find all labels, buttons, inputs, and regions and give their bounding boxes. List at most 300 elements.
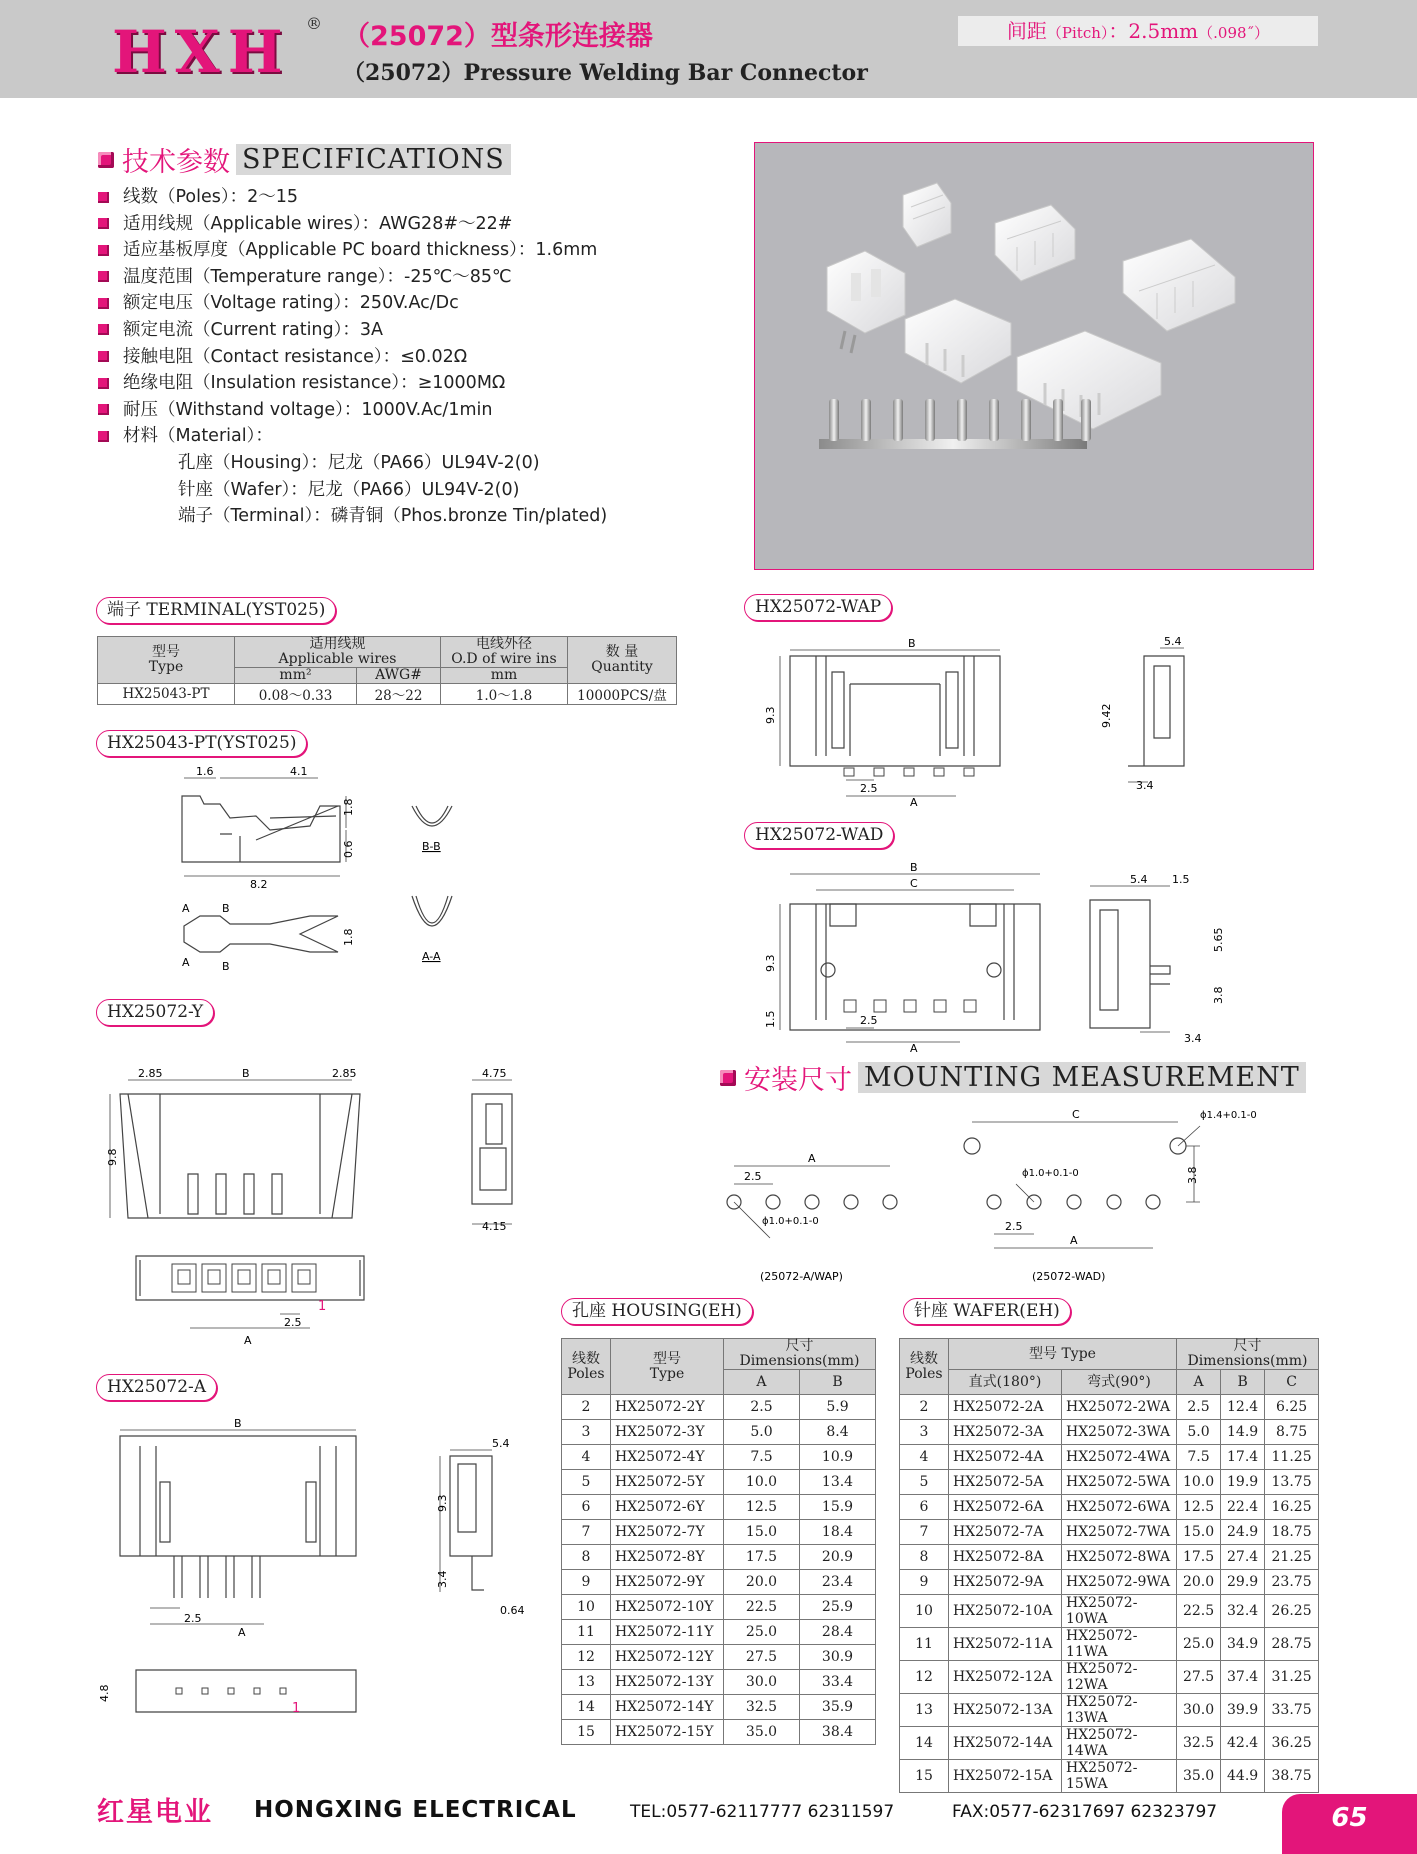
terminal-top-outline [184,916,338,952]
table-cell: 11.25 [1265,1445,1319,1470]
table-row [900,1445,1319,1470]
table-cell: 2 [900,1395,949,1420]
header-od: 电线外径 O.D of wire ins [441,637,568,668]
section-bb-shape [412,806,452,826]
table-cell: HX25072-14Y [611,1695,724,1720]
pin-one-mark: 1 [292,1701,301,1716]
table-cell: 28.75 [1265,1628,1319,1661]
table-cell: HX25072-9Y [611,1570,724,1595]
table-cell: 7 [562,1520,611,1545]
table-cell: HX25072-10Y [611,1595,724,1620]
table-cell: HX25072-4Y [611,1445,724,1470]
table-cell: 4 [562,1445,611,1470]
dim-3-8: 3.8 [1186,1166,1199,1184]
table-cell: 14 [900,1727,949,1760]
dim-2-5: 2.5 [184,1612,202,1625]
table-cell: 5 [562,1470,611,1495]
table-row [900,1628,1319,1661]
mark-a-top: A [182,902,190,915]
table-cell: 12 [900,1661,949,1694]
dim-a: A [244,1334,252,1347]
housing-label: 孔座 HOUSING(EH) [561,1298,753,1325]
table-cell: 5.0 [1177,1420,1221,1445]
registered-mark: ® [306,14,322,33]
table-cell: 8.4 [799,1420,875,1445]
dim-2-85-left: 2.85 [138,1067,163,1080]
table-cell: 14.9 [1221,1420,1265,1445]
table-cell: 44.9 [1221,1760,1265,1793]
table-cell: HX25072-12A [949,1661,1062,1694]
table-cell: 13 [562,1670,611,1695]
table-row [562,1545,876,1570]
table-cell: 30.9 [799,1645,875,1670]
wap-front [790,656,1000,766]
dim-2-5-right: 2.5 [1005,1220,1023,1233]
table-cell: HX25072-12Y [611,1645,724,1670]
table-cell: HX25072-8A [949,1545,1062,1570]
pt-label: HX25043-PT(YST025) [96,730,307,757]
section-bb-label: B-B [422,840,441,853]
table-cell: 13.75 [1265,1470,1319,1495]
dim-2-5: 2.5 [284,1316,302,1329]
table-cell: HX25072-15Y [611,1720,724,1745]
dim-4-1: 4.1 [290,765,308,778]
specifications-list [98,184,607,530]
dim-5-4: 5.4 [1130,873,1148,886]
table-row [562,1670,876,1695]
dim-4-8: 4.8 [98,1684,111,1702]
terminal-side-outline [182,796,340,862]
dim-1-8-side: 1.8 [342,798,355,816]
table-cell: HX25072-7WA [1062,1520,1177,1545]
dim-a-right: A [1070,1234,1078,1247]
mounting-heading-cn: 安装尺寸 [744,1065,852,1096]
table-cell: 38.4 [799,1720,875,1745]
table-cell: 5.0 [724,1420,800,1445]
housing-y-drawing [100,1064,540,1354]
header-type: 型号 Type [949,1339,1177,1370]
table-cell: 42.4 [1221,1727,1265,1760]
table-cell: 2.5 [724,1395,800,1420]
table-cell: HX25072-9WA [1062,1570,1177,1595]
dim-a: A [910,1042,918,1055]
table-row [900,1470,1319,1495]
spec-item: 绝缘电阻（Insulation resistance）：≥1000MΩ [98,370,607,397]
table-cell: 30.0 [1177,1694,1221,1727]
table-cell: 12 [562,1645,611,1670]
table-cell: 4 [900,1445,949,1470]
table-cell: 35.0 [724,1720,800,1745]
table-row [562,1495,876,1520]
wad-top-tabs [830,904,996,926]
specifications-heading-cn: 技术参数 [122,147,230,178]
table-cell: 7.5 [724,1445,800,1470]
housing-medium-shape [995,205,1075,281]
table-row [900,1727,1319,1760]
dim-3-8: 3.8 [1212,986,1225,1004]
table-cell: 21.25 [1265,1545,1319,1570]
housing-y-front [120,1094,360,1218]
table-cell: 6.25 [1265,1395,1319,1420]
table-cell: 8 [900,1545,949,1570]
material-item: 孔座（Housing）：尼龙（PA66）UL94V-2(0) [178,452,540,473]
pin-one-mark: 1 [318,1299,327,1314]
table-cell: 15.0 [1177,1520,1221,1545]
table-cell: 38.75 [1265,1760,1319,1793]
table-cell: HX25072-5A [949,1470,1062,1495]
spec-item: 额定电流（Current rating）：3A [98,317,607,344]
wafer-a-windows [160,1482,316,1542]
table-cell: 10.0 [1177,1470,1221,1495]
housing-table [561,1338,876,1745]
table-cell: 25.0 [724,1620,800,1645]
table-cell: 6 [900,1495,949,1520]
wap-side [1128,656,1184,766]
dim-b: B [910,861,918,874]
table-cell: 27.5 [724,1645,800,1670]
dim-9-8: 9.8 [106,1148,119,1166]
table-row [562,1595,876,1620]
header-wires: 适用线规 Applicable wires [235,637,441,668]
table-cell: HX25072-7Y [611,1520,724,1545]
table-cell: 11 [562,1620,611,1645]
header-right-angle: 弯式(90°) [1062,1370,1177,1395]
table-cell: HX25072-15A [949,1760,1062,1793]
table-cell: 23.4 [799,1570,875,1595]
table-cell: 29.9 [1221,1570,1265,1595]
table-row [562,1720,876,1745]
dim-b: B [234,1417,242,1430]
pitch-label: 间距 [1006,19,1047,43]
spec-item: 额定电压（Voltage rating）：250V.Ac/Dc [98,290,607,317]
header-dimensions: 尺寸Dimensions(mm) [724,1339,876,1370]
dim-8-2: 8.2 [250,878,268,891]
table-cell: 12.5 [724,1495,800,1520]
pitch-label-en: （Pitch） [1046,24,1109,42]
spec-item: 温度范围（Temperature range）：-25℃～85℃ [98,264,607,291]
table-cell: 11 [900,1628,949,1661]
mount-caption-right: (25072-WAD) [1032,1270,1106,1283]
wafer-a-pin-dots [176,1688,286,1694]
spec-item: 接触电阻（Contact resistance）：≤0.02Ω [98,344,607,371]
a-label: HX25072-A [96,1374,217,1401]
header-a: A [724,1370,800,1395]
header-poles: 线数 Poles [900,1339,949,1395]
dim-4-75: 4.75 [482,1067,507,1080]
header-awg: AWG# [357,668,441,684]
table-cell: 10 [900,1595,949,1628]
material-item: 端子（Terminal）：磷青铜（Phos.bronze Tin/plated) [178,506,608,527]
table-cell: HX25072-4WA [1062,1445,1177,1470]
wafer-a-bottom [136,1670,356,1712]
wafer-a-side [450,1456,492,1590]
mounting-heading-en: MOUNTING MEASUREMENT [858,1062,1306,1093]
table-cell: HX25072-11Y [611,1620,724,1645]
table-cell: HX25072-8WA [1062,1545,1177,1570]
table-row [900,1570,1319,1595]
wafer-a-pins [174,1556,260,1598]
dim-9-3: 9.3 [764,954,777,972]
table-cell: 12.4 [1221,1395,1265,1420]
table-cell: 32.4 [1221,1595,1265,1628]
table-cell: 24.9 [1221,1520,1265,1545]
mark-b-bottom: B [222,960,230,973]
table-row [900,1520,1319,1545]
table-cell: 18.4 [799,1520,875,1545]
table-cell: HX25072-5Y [611,1470,724,1495]
table-cell: HX25072-6WA [1062,1495,1177,1520]
spec-item: 线数（Poles）：2～15 [98,184,607,211]
section-aa-shape [412,896,452,926]
table-cell: HX25072-3Y [611,1420,724,1445]
table-cell: HX25072-2WA [1062,1395,1177,1420]
table-cell: HX25072-11A [949,1628,1062,1661]
dim-b: B [242,1067,250,1080]
spec-item: 材料（Material）： [98,423,607,450]
table-cell: 22.5 [724,1595,800,1620]
table-cell: 10.0 [724,1470,800,1495]
table-cell: 15 [900,1760,949,1793]
dim-c: C [910,877,918,890]
table-cell: 32.5 [724,1695,800,1720]
bullet-icon [98,271,109,282]
dim-5-65: 5.65 [1212,927,1225,952]
page-title-cn: （25072）型条形连接器 [343,21,653,52]
table-cell: 32.5 [1177,1727,1221,1760]
table-row [900,1760,1319,1793]
wafer-wad-drawing [760,856,1250,1055]
table-cell: 37.4 [1221,1661,1265,1694]
table-cell: 3 [900,1420,949,1445]
mark-b-top: B [222,902,230,915]
table-cell: 18.75 [1265,1520,1319,1545]
header-a: A [1177,1370,1221,1395]
material-item: 针座（Wafer）：尼龙（PA66）UL94V-2(0) [178,479,520,500]
table-row [900,1420,1319,1445]
table-cell: 17.5 [1177,1545,1221,1570]
wafer-label: 针座 WAFER(EH) [903,1298,1071,1325]
footer-company-en: HONGXING ELECTRICAL [254,1797,577,1823]
table-cell: 9 [900,1570,949,1595]
table-cell: 30.0 [724,1670,800,1695]
table-cell: HX25072-3A [949,1420,1062,1445]
table-cell: 27.4 [1221,1545,1265,1570]
table-cell: 6 [562,1495,611,1520]
table-row [562,1620,876,1645]
table-cell: 36.25 [1265,1727,1319,1760]
table-cell: HX25072-4A [949,1445,1062,1470]
table-cell: 31.25 [1265,1661,1319,1694]
footer-fax: FAX:0577-62317697 62323797 [952,1802,1218,1822]
table-cell: 9 [562,1570,611,1595]
dim-4-15: 4.15 [482,1220,507,1233]
header-c: C [1265,1370,1319,1395]
bullet-icon [98,378,109,389]
pitch-sep: ： [1108,19,1129,43]
wap-pins [844,768,974,776]
product-photo [754,142,1314,570]
table-cell: 17.5 [724,1545,800,1570]
wafer-wap-drawing [760,628,1250,808]
table-row [900,1595,1319,1628]
table-cell: 22.4 [1221,1495,1265,1520]
dim-c: C [1072,1108,1080,1121]
table-cell: 2.5 [1177,1395,1221,1420]
table-cell: 19.9 [1221,1470,1265,1495]
table-cell: 25.9 [799,1595,875,1620]
dim-5-4: 5.4 [1164,635,1182,648]
bullet-icon [98,351,109,362]
spec-item: 适用线规（Applicable wires）：AWG28#～22# [98,211,607,238]
header-mm2: mm² [235,668,357,684]
dim-3-4: 3.4 [436,1570,449,1588]
brand-logo: HXH [112,18,291,86]
table-cell: 20.0 [1177,1570,1221,1595]
table-cell: HX25072-13A [949,1694,1062,1727]
mark-a-bottom: A [182,956,190,969]
table-cell: 28.4 [799,1620,875,1645]
table-row [900,1395,1319,1420]
mounting-drawing [700,1100,1260,1290]
table-cell: 20.9 [799,1545,875,1570]
dim-9-42: 9.42 [1100,703,1113,728]
bullet-icon [98,324,109,335]
wafer-a-front [120,1436,356,1556]
table-row [900,1545,1319,1570]
housing-large-shape [1123,239,1235,331]
table-cell: 15 [562,1720,611,1745]
header-straight: 直式(180°) [949,1370,1062,1395]
bullet-icon [98,192,109,203]
dim-5-4: 5.4 [492,1437,510,1450]
table-cell: 13 [900,1694,949,1727]
dim-1-5-left: 1.5 [764,1010,777,1028]
table-cell: 7.5 [1177,1445,1221,1470]
table-cell: 10.9 [799,1445,875,1470]
table-cell: 3 [562,1420,611,1445]
wafer-table [899,1338,1319,1793]
dim-phi-1-0-left: ϕ1.0+0.1-0 [762,1216,819,1227]
bullet-icon [98,245,109,256]
table-row [562,1645,876,1670]
spec-item: 耐压（Withstand voltage）：1000V.Ac/1min [98,397,607,424]
table-cell: HX25072-10A [949,1595,1062,1628]
table-row [900,1661,1319,1694]
footer-telephone: TEL:0577-62117777 62311597 [630,1802,895,1822]
pitch-value: 2.5mm [1128,19,1199,43]
mount-caption-left: (25072-A/WAP) [760,1270,843,1283]
pitch-inch: （.098˝） [1198,24,1270,42]
table-row [900,1495,1319,1520]
table-cell: 25.0 [1177,1628,1221,1661]
dim-a: A [910,796,918,809]
table-cell: HX25072-7A [949,1520,1062,1545]
table-cell: HX25072-8Y [611,1545,724,1570]
page-title-en: （25072）Pressure Welding Bar Connector [343,60,868,86]
table-row [562,1470,876,1495]
terminal-label: 端子 TERMINAL(YST025) [96,597,336,624]
mounting-heading [720,1058,1306,1097]
table-cell: HX25072-14WA [1062,1727,1177,1760]
table-cell: HX25072-5WA [1062,1470,1177,1495]
dim-2-85-right: 2.85 [332,1067,357,1080]
dim-3-4: 3.4 [1136,779,1154,792]
table-cell: 13.4 [799,1470,875,1495]
page-number: 65 [1282,1794,1417,1854]
table-cell: 16.25 [1265,1495,1319,1520]
table-cell: HX25072-6Y [611,1495,724,1520]
product-photo-art [755,143,1313,569]
table-cell: HX25072-6A [949,1495,1062,1520]
table-row: HX25043-PT 0.08～0.33 28～22 1.0～1.8 10000PCS/盘 [98,684,677,705]
footer-company-cn: 红星电业 [97,1797,213,1828]
table-cell: 5.9 [799,1395,875,1420]
header-type: 型号 Type [98,637,235,684]
wad-side [1090,900,1170,1028]
wafer-small-shape [827,251,905,353]
dim-phi-1-0-right: ϕ1.0+0.1-0 [1022,1168,1079,1179]
table-cell: HX25072-14A [949,1727,1062,1760]
header-b: B [799,1370,875,1395]
table-cell: 7 [900,1520,949,1545]
header-poles: 线数 Poles [562,1339,611,1395]
table-cell: 8 [562,1545,611,1570]
housing-y-slots [188,1174,282,1214]
dim-0-6: 0.6 [342,840,355,858]
dim-2-5-left: 2.5 [744,1170,762,1183]
table-row [562,1570,876,1595]
header-mm: mm [441,668,568,684]
header-b: B [1221,1370,1265,1395]
table-cell: 33.4 [799,1670,875,1695]
table-row [562,1520,876,1545]
table-cell: HX25072-13Y [611,1670,724,1695]
table-cell: HX25072-12WA [1062,1661,1177,1694]
section-aa-label: A-A [422,950,441,963]
header-quantity: 数 量 Quantity [568,637,677,684]
terminal-side-details [220,806,338,862]
table-cell: 17.4 [1221,1445,1265,1470]
table-cell: HX25072-13WA [1062,1694,1177,1727]
spec-item: 适应基板厚度（Applicable PC board thickness）：1.6mm [98,237,607,264]
housing-small-shape [903,183,951,247]
table-cell: HX25072-9A [949,1570,1062,1595]
dim-1-5-top: 1.5 [1172,873,1190,886]
table-cell: 15.0 [724,1520,800,1545]
table-cell: 35.9 [799,1695,875,1720]
wap-label: HX25072-WAP [744,594,892,621]
housing-y-cavities [172,1264,316,1292]
header-type: 型号 Type [611,1339,724,1395]
dim-2-5: 2.5 [860,782,878,795]
table-cell: 5 [900,1470,949,1495]
pitch-box [958,16,1318,46]
table-cell: 26.25 [1265,1595,1319,1628]
table-cell: 12.5 [1177,1495,1221,1520]
table-cell: 23.75 [1265,1570,1319,1595]
dim-1-8-top: 1.8 [342,928,355,946]
table-row [900,1694,1319,1727]
bullet-icon [98,298,109,309]
dim-0-64: 0.64 [500,1604,525,1617]
dim-phi-1-4: ϕ1.4+0.1-0 [1200,1110,1257,1121]
bullet-square-icon [98,152,114,168]
table-cell: HX25072-15WA [1062,1760,1177,1793]
table-cell: HX25072-2Y [611,1395,724,1420]
table-cell: 33.75 [1265,1694,1319,1727]
wafer-medium-shape [905,299,1011,383]
table-cell: 8.75 [1265,1420,1319,1445]
